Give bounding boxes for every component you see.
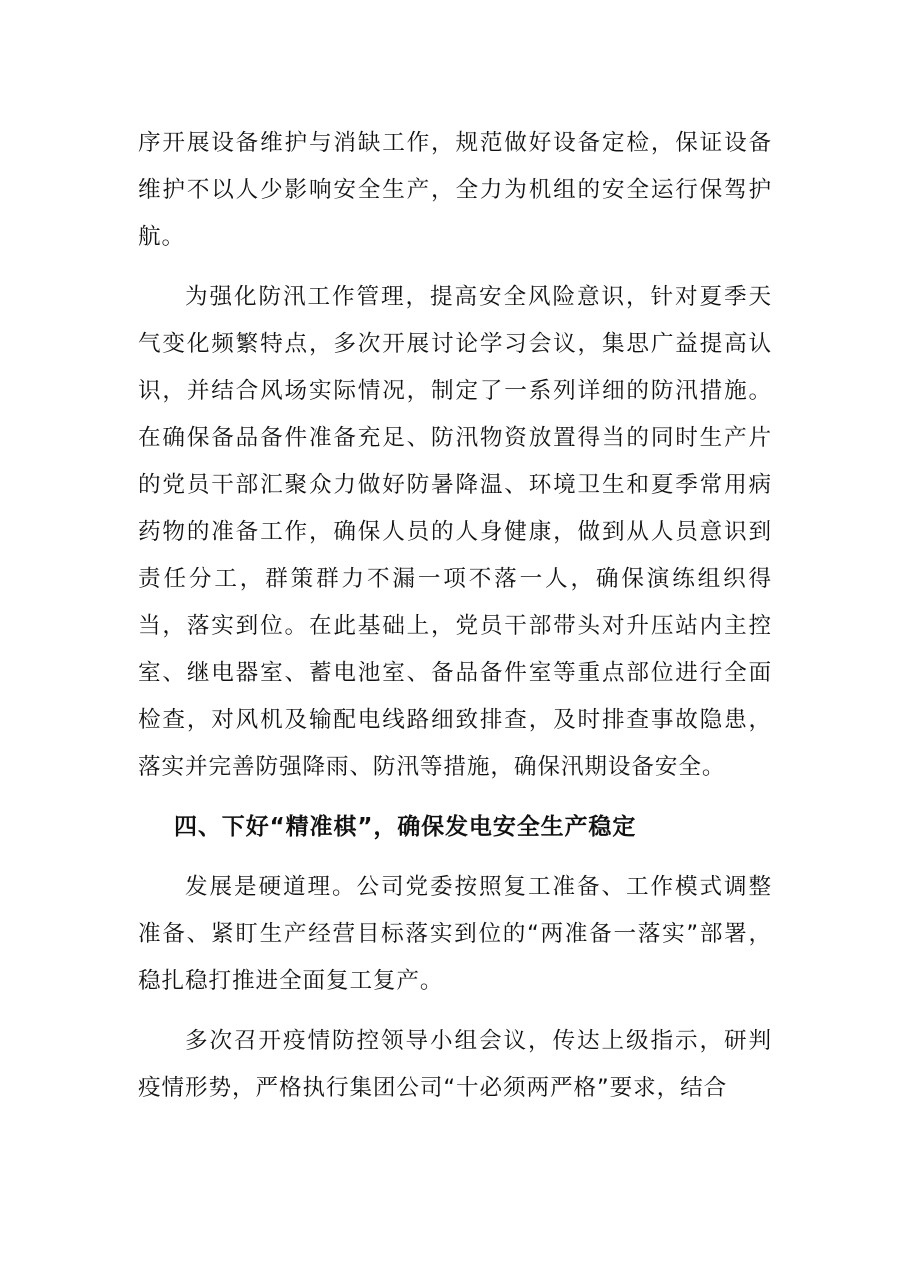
paragraph-resumption: 发展是硬道理。公司党委按照复工准备、工作模式调整准备、紧盯生产经营目标落实到位的“两准备一落实”部署，稳扎稳打推进全面复工复产。 (138, 874, 772, 994)
document-body (138, 120, 772, 1125)
paragraph-flood-control: 为强化防汛工作管理，提高安全风险意识，针对夏季天气变化频繁特点，多次开展讨论学习会议，集思广益提高认识，并结合风场实际情况，制定了一系列详细的防汛措施。在确保备品备件准备充足、防汛物资放置得当的同时生产片的党员干部汇聚众力做好防暑降温、环境卫生和夏季常用病药物的准备工作，确保人员的人身健康，做到从人员意识到责任分工，群策群力不漏一项不落一人，确保演练组织得当，落实到位。在此基础上，党员干部带头对升压站内主控室、继电器室、蓄电池室、备品备件室等重点部位进行全面检查，对风机及输配电线路细致排查，及时排查事故隐患，落实并完善防强降雨、防汛等措施，确保汛期设备安全。 (138, 284, 772, 780)
section-heading: 四、下好“精准棋”，确保发电安全生产稳定 (174, 814, 637, 840)
paragraph-epidemic-control: 多次召开疫情防控领导小组会议，传达上级指示，研判疫情形势，严格执行集团公司“十必须两严格”要求，结合 (138, 1028, 772, 1101)
paragraph-maintenance: 序开展设备维护与消缺工作，规范做好设备定检，保证设备维护不以人少影响安全生产，全力为机组的安全运行保驾护航。 (138, 130, 772, 250)
